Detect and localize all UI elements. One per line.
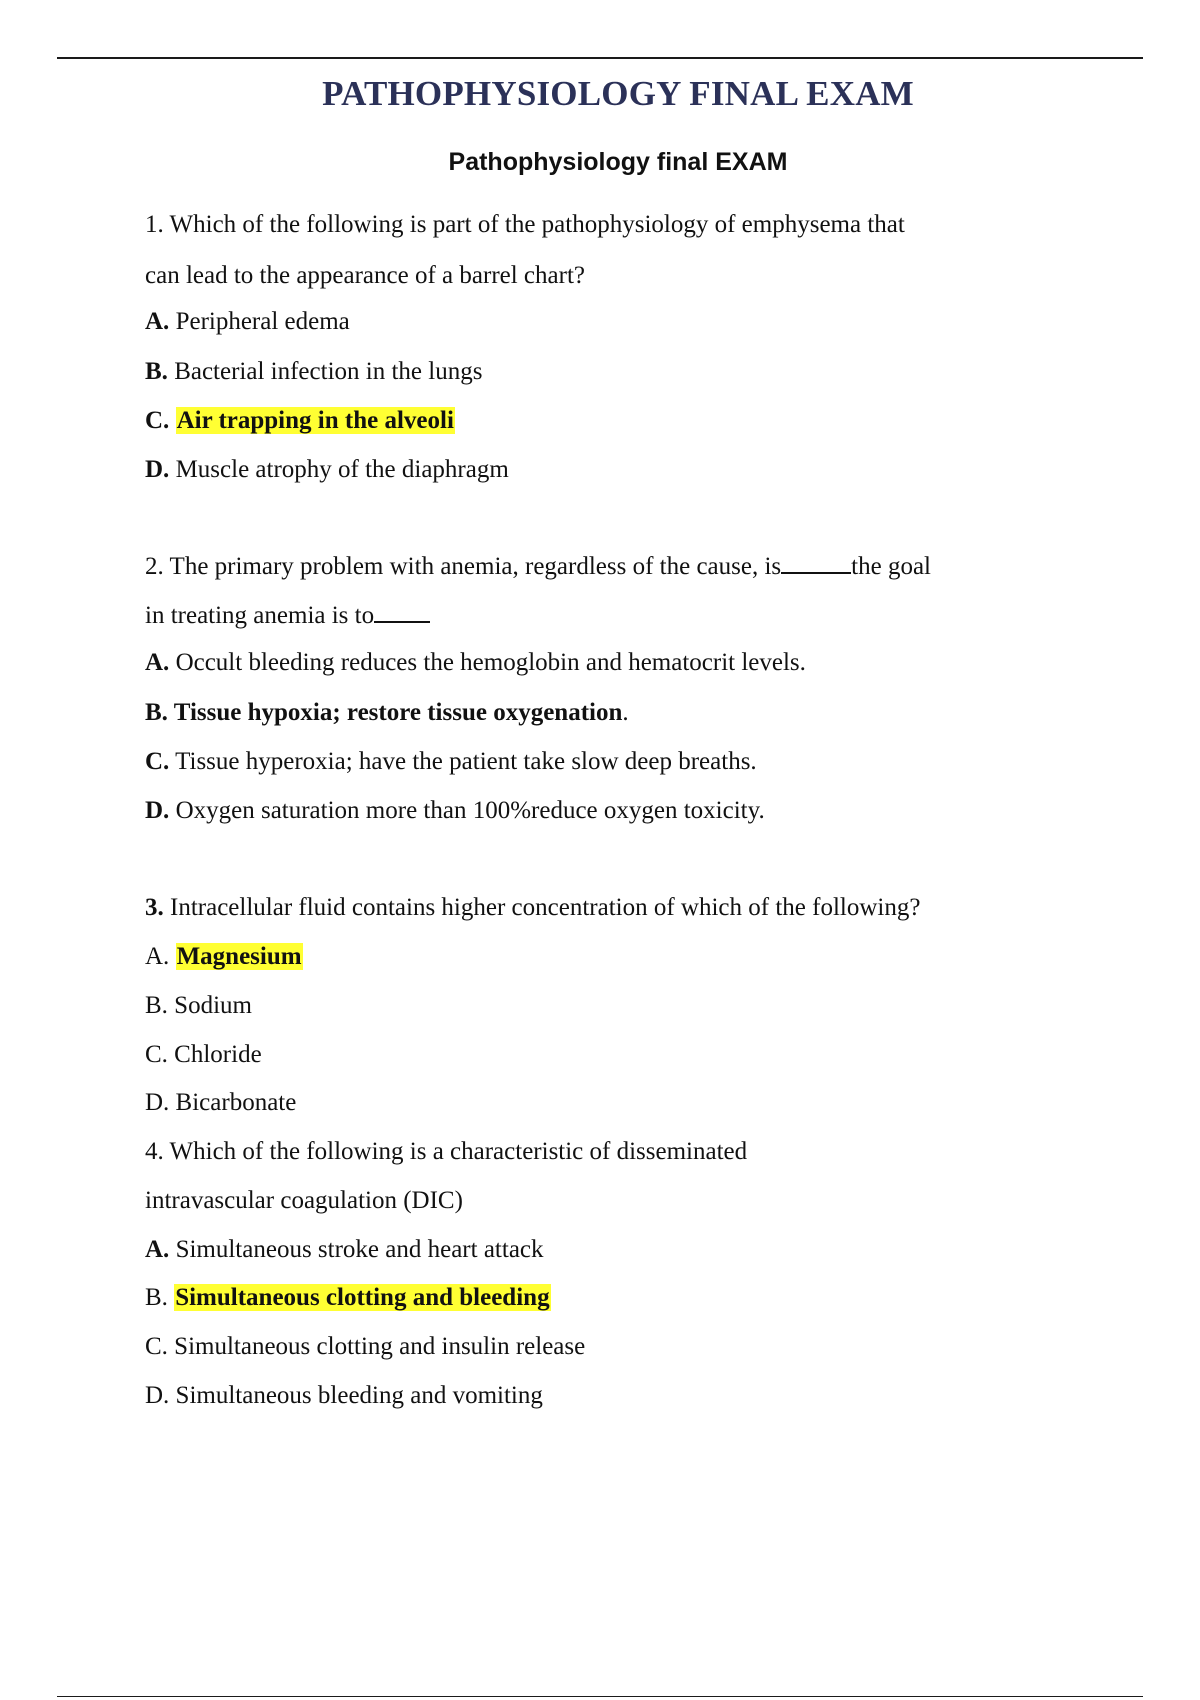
stem-text: Intracellular fluid contains higher concentration of which of the following? <box>163 894 921 921</box>
document-subtitle: Pathophysiology final EXAM <box>448 148 788 176</box>
q3-stem <box>145 893 920 923</box>
q2-stem-line1 <box>145 552 931 582</box>
option-letter: A. <box>145 649 170 676</box>
highlighted-answer: Magnesium <box>176 943 302 970</box>
bottom-rule <box>57 1696 1143 1697</box>
correct-answer-bold: B. Tissue hypoxia; restore tissue oxygenation <box>145 699 623 726</box>
option-letter: A. <box>145 308 170 335</box>
option-text: Bacterial infection in the lungs <box>167 358 483 385</box>
option-text: Muscle atrophy of the diaphragm <box>169 456 509 483</box>
option-letter: B. <box>145 358 168 385</box>
q1-option-a <box>145 307 350 337</box>
question-number: 3. <box>145 894 164 921</box>
fill-in-blank <box>781 554 851 574</box>
highlighted-answer: Simultaneous clotting and bleeding <box>175 1284 550 1311</box>
q4-option-d: D. Simultaneous bleeding and vomiting <box>145 1382 543 1409</box>
q1-option-d <box>145 455 509 485</box>
q4-option-a <box>145 1235 544 1265</box>
document-title: PATHOPHYSIOLOGY FINAL EXAM <box>322 74 914 113</box>
q4-option-c: C. Simultaneous clotting and insulin release <box>145 1333 586 1360</box>
q2-option-b <box>145 698 629 728</box>
q3-option-d: D. Bicarbonate <box>145 1089 297 1116</box>
option-letter: B. <box>145 1284 175 1311</box>
q1-stem-line2: can lead to the appearance of a barrel chart? <box>145 262 585 289</box>
q3-option-b: B. Sodium <box>145 992 252 1019</box>
option-letter: C. <box>145 748 170 775</box>
option-text: Simultaneous stroke and heart attack <box>169 1236 544 1263</box>
q4-option-b <box>145 1283 551 1313</box>
q1-stem-line1: 1. Which of the following is part of the pathophysiology of emphysema that <box>145 211 905 238</box>
option-text: . <box>622 699 629 726</box>
option-text: Occult bleeding reduces the hemoglobin and hematocrit levels. <box>169 649 806 676</box>
option-letter: A. <box>145 1236 170 1263</box>
q1-option-c <box>145 406 455 436</box>
option-letter: C. <box>145 407 170 434</box>
q3-option-a <box>145 942 303 972</box>
option-text: Oxygen saturation more than 100%reduce oxygen toxicity. <box>169 797 765 824</box>
option-letter: D. <box>145 797 170 824</box>
option-text: Peripheral edema <box>169 308 350 335</box>
fill-in-blank <box>374 603 430 623</box>
highlighted-answer: Air trapping in the alveoli <box>176 407 454 434</box>
option-letter: D. <box>145 456 170 483</box>
top-rule <box>57 57 1143 59</box>
option-text: Tissue hyperoxia; have the patient take slow deep breaths. <box>169 748 757 775</box>
q4-stem-line1: 4. Which of the following is a characteristic of disseminated <box>145 1138 748 1165</box>
stem-text: the goal <box>851 553 931 580</box>
stem-text: in treating anemia is to <box>145 602 375 629</box>
q2-option-a <box>145 648 806 678</box>
q1-option-b <box>145 357 482 387</box>
q3-option-c: C. Chloride <box>145 1041 262 1068</box>
q2-option-d <box>145 796 765 826</box>
stem-text: 2. The primary problem with anemia, regardless of the cause, is <box>145 553 782 580</box>
q2-option-c <box>145 747 757 777</box>
q2-stem-line2 <box>145 601 430 631</box>
option-letter: A. <box>145 943 176 970</box>
q4-stem-line2: intravascular coagulation (DIC) <box>145 1187 463 1214</box>
